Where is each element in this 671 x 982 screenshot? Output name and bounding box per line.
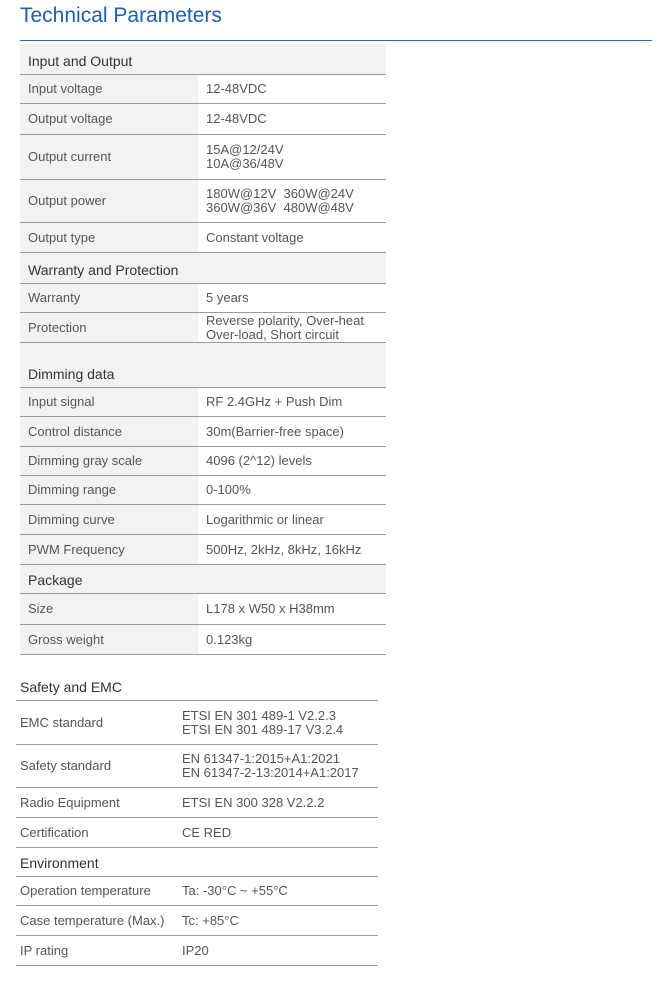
spec-row <box>20 417 386 447</box>
spec-row <box>20 223 386 253</box>
spec-label: Output current <box>28 149 112 164</box>
section-header <box>16 848 378 877</box>
section-header <box>20 565 386 594</box>
section-title: Warranty and Protection <box>28 262 179 278</box>
spec-row <box>20 625 386 655</box>
spec-value-line: 5 years <box>206 290 249 305</box>
spec-value-line: RF 2.4GHz + Push Dim <box>206 394 343 409</box>
spec-value <box>182 788 324 817</box>
spec-label: Operation temperature <box>20 883 151 898</box>
spec-value-line: Over-load, Short circuit <box>206 326 339 342</box>
spec-value-line: 4096 (2^12) levels <box>206 453 312 468</box>
spec-row <box>20 180 386 223</box>
spec-value <box>206 284 249 312</box>
section-header <box>20 44 386 75</box>
spec-label: Dimming gray scale <box>28 453 143 468</box>
spec-value-line: Ta: -30°C ~ +55°C <box>182 883 288 898</box>
spec-label: Output voltage <box>28 111 113 126</box>
spec-label: Dimming curve <box>28 511 115 527</box>
spec-row <box>20 447 386 476</box>
spec-value <box>182 906 239 935</box>
spec-value-line: 15A@12/24V <box>206 142 284 157</box>
spec-label: Input signal <box>28 394 95 409</box>
spec-label: Dimming range <box>28 482 117 497</box>
spec-value-line: 180W@12V 360W@24V <box>206 186 354 201</box>
section-title: Dimming data <box>28 366 115 382</box>
spec-value <box>206 75 267 103</box>
spec-value-line: L178 x W50 x H38mm <box>206 601 335 616</box>
spec-label: Size <box>28 601 54 616</box>
spec-value-line: Constant voltage <box>206 229 304 245</box>
section-header <box>20 343 386 388</box>
spec-label: Safety standard <box>20 758 112 773</box>
spec-label: Certification <box>20 824 89 840</box>
spec-label: IP rating <box>20 942 69 958</box>
section-title: Environment <box>20 855 99 871</box>
spec-value-line: Reverse polarity, Over-heat <box>206 312 364 328</box>
spec-label: Output power <box>28 193 107 208</box>
spec-value <box>206 535 361 564</box>
spec-value <box>206 625 252 654</box>
spec-row <box>16 877 378 906</box>
spec-value-line: ETSI EN 301 489-17 V3.2.4 <box>182 721 344 737</box>
spec-row <box>20 104 386 135</box>
spec-label: PWM Frequency <box>28 541 125 557</box>
spec-label: Case temperature (Max.) <box>20 912 165 928</box>
spec-value <box>182 701 343 744</box>
spec-value <box>182 877 288 905</box>
spec-row <box>20 505 386 535</box>
spec-label: EMC standard <box>20 714 104 730</box>
spec-value <box>206 104 267 134</box>
title-divider <box>20 40 652 41</box>
spec-value-line: CE RED <box>182 824 232 840</box>
spec-label: Radio Equipment <box>20 794 120 810</box>
spec-value-line: 360W@36V 480W@48V <box>206 200 354 215</box>
spec-row <box>20 594 386 625</box>
spec-value <box>206 388 342 416</box>
spec-value <box>206 417 344 446</box>
spec-value <box>182 936 209 965</box>
spec-value-line: 10A@36/48V <box>206 156 284 171</box>
section-title: Input and Output <box>28 53 133 69</box>
spec-label: Input voltage <box>28 81 103 96</box>
spec-value <box>206 313 364 342</box>
page-title: Technical Parameters <box>20 4 222 27</box>
spec-row <box>16 745 378 788</box>
spec-value-line: EN 61347-1:2015+A1:2021 <box>182 751 340 766</box>
spec-row <box>20 75 386 104</box>
spec-label: Output type <box>28 229 96 245</box>
spec-label: Gross weight <box>28 631 104 647</box>
spec-value-line: 0-100% <box>206 482 251 497</box>
spec-row <box>20 476 386 505</box>
section-header <box>20 253 386 284</box>
spec-value <box>206 223 304 252</box>
spec-value-line: 12-48VDC <box>206 81 267 96</box>
spec-row <box>20 284 386 313</box>
spec-row <box>20 535 386 565</box>
spec-value <box>206 505 324 534</box>
section-header <box>16 672 378 701</box>
spec-value-line: Logarithmic or linear <box>206 511 324 527</box>
spec-row <box>20 388 386 417</box>
spec-value <box>182 818 231 847</box>
section-title: Safety and EMC <box>20 679 122 695</box>
spec-value <box>206 180 354 222</box>
spec-label: Warranty <box>28 290 81 305</box>
spec-label: Protection <box>28 319 87 335</box>
spec-value-line: 30m(Barrier-free space) <box>206 423 344 439</box>
spec-value-line: Tc: +85°C <box>182 912 239 928</box>
spec-row <box>16 818 378 848</box>
spec-label: Control distance <box>28 423 122 439</box>
spec-value <box>206 476 251 504</box>
spec-value <box>206 594 335 624</box>
spec-value <box>206 447 312 475</box>
spec-row <box>20 313 386 343</box>
spec-row <box>16 701 378 745</box>
spec-value <box>206 135 284 179</box>
spec-value-line: ETSI EN 301 489-1 V2.2.3 <box>182 707 336 723</box>
spec-value <box>182 745 359 787</box>
spec-row <box>20 135 386 180</box>
spec-value-line: EN 61347-2-13:2014+A1:2017 <box>182 765 359 780</box>
spec-value-line: ETSI EN 300 328 V2.2.2 <box>182 794 325 810</box>
spec-value-line: 500Hz, 2kHz, 8kHz, 16kHz <box>206 541 362 557</box>
spec-value-line: IP20 <box>182 942 209 958</box>
spec-value-line: 0.123kg <box>206 631 253 647</box>
section-title: Package <box>28 572 83 588</box>
spec-row <box>16 906 378 936</box>
spec-row <box>16 936 378 966</box>
spec-row <box>16 788 378 818</box>
spec-value-line: 12-48VDC <box>206 111 267 126</box>
